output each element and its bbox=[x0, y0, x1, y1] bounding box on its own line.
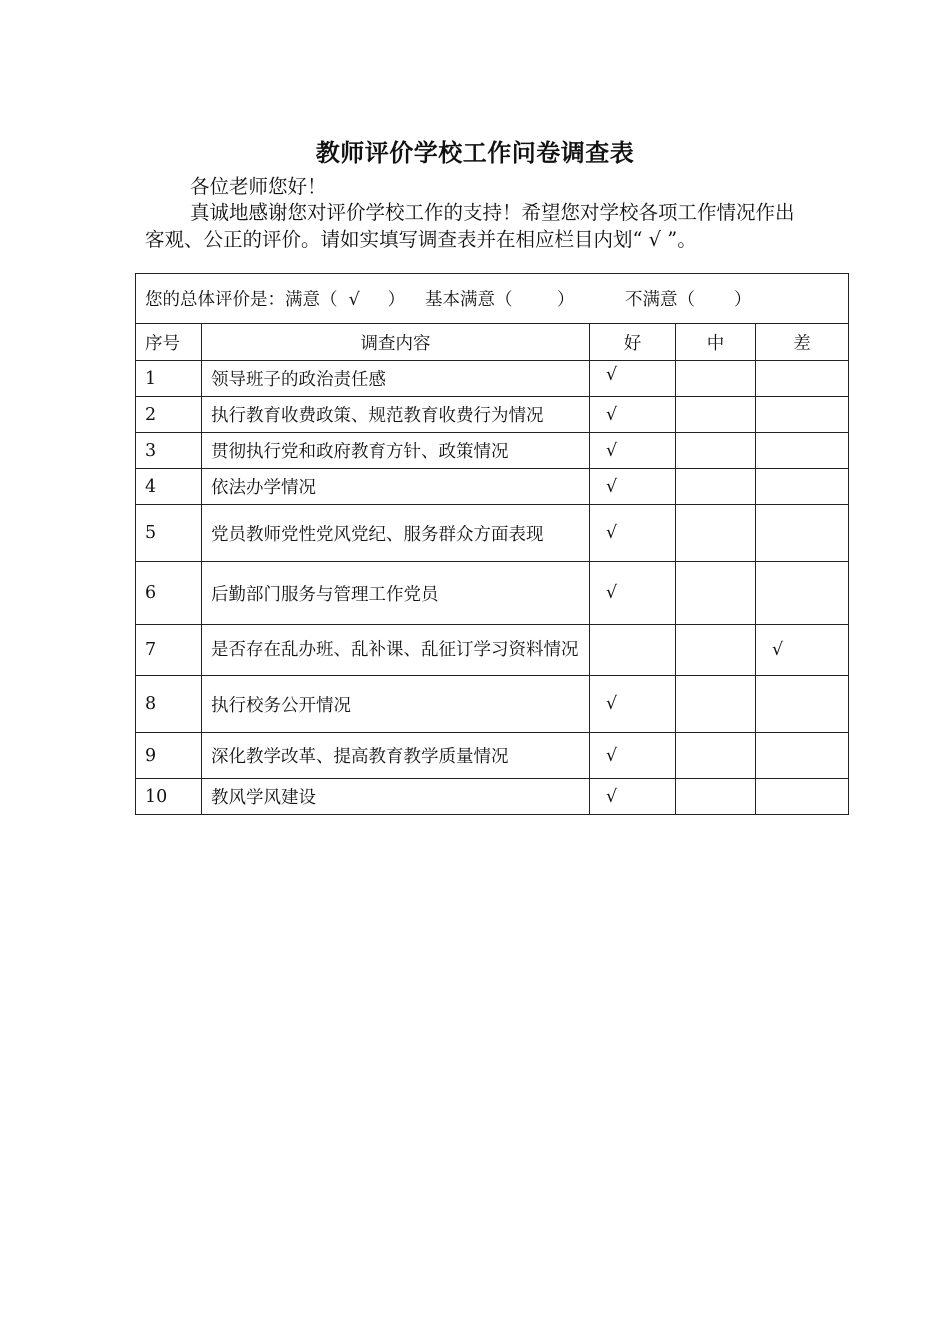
row-poor-cell[interactable] bbox=[756, 469, 849, 505]
row-content: 是否存在乱办班、乱补课、乱征订学习资料情况 bbox=[202, 625, 590, 676]
row-no: 5 bbox=[136, 505, 202, 562]
table-row bbox=[136, 676, 849, 733]
table-row bbox=[136, 397, 849, 433]
row-content: 领导班子的政治责任感 bbox=[202, 361, 590, 397]
overall-rating-cell bbox=[136, 274, 849, 324]
table-row bbox=[136, 562, 849, 625]
row-good-cell[interactable]: √ bbox=[590, 469, 676, 505]
table-row bbox=[136, 433, 849, 469]
row-poor-cell[interactable]: √ bbox=[756, 625, 849, 676]
row-content: 贯彻执行党和政府教育方针、政策情况 bbox=[202, 433, 590, 469]
row-no: 3 bbox=[136, 433, 202, 469]
row-poor-cell[interactable] bbox=[756, 676, 849, 733]
greeting-text: 各位老师您好！ bbox=[190, 175, 327, 198]
table-header-row bbox=[136, 324, 849, 361]
overall-basic-satisfied[interactable]: 基本满意（ ） bbox=[425, 290, 575, 310]
row-poor-cell[interactable] bbox=[756, 779, 849, 815]
overall-unsatisfied[interactable]: 不满意（ ） bbox=[625, 290, 752, 310]
row-poor-cell[interactable] bbox=[756, 397, 849, 433]
row-good-cell[interactable] bbox=[590, 625, 676, 676]
header-medium: 中 bbox=[676, 324, 756, 361]
header-good: 好 bbox=[590, 324, 676, 361]
row-no: 7 bbox=[136, 625, 202, 676]
table-row bbox=[136, 505, 849, 562]
row-medium-cell[interactable] bbox=[676, 397, 756, 433]
row-good-cell[interactable]: √ bbox=[590, 733, 676, 779]
row-no: 9 bbox=[136, 733, 202, 779]
row-medium-cell[interactable] bbox=[676, 676, 756, 733]
table-row bbox=[136, 625, 849, 676]
row-content: 执行教育收费政策、规范教育收费行为情况 bbox=[202, 397, 590, 433]
row-poor-cell[interactable] bbox=[756, 505, 849, 562]
row-no: 2 bbox=[136, 397, 202, 433]
row-no: 10 bbox=[136, 779, 202, 815]
row-good-cell[interactable]: √ bbox=[590, 397, 676, 433]
row-poor-cell[interactable] bbox=[756, 562, 849, 625]
page-title: 教师评价学校工作问卷调查表 bbox=[315, 138, 635, 167]
greeting bbox=[145, 173, 805, 200]
row-medium-cell[interactable] bbox=[676, 562, 756, 625]
row-medium-cell[interactable] bbox=[676, 469, 756, 505]
row-good-cell[interactable]: √ bbox=[590, 562, 676, 625]
row-content: 党员教师党性党风党纪、服务群众方面表现 bbox=[202, 505, 590, 562]
row-medium-cell[interactable] bbox=[676, 361, 756, 397]
row-no: 8 bbox=[136, 676, 202, 733]
row-good-cell[interactable]: √ bbox=[590, 779, 676, 815]
row-poor-cell[interactable] bbox=[756, 433, 849, 469]
row-no: 1 bbox=[136, 361, 202, 397]
row-content: 教风学风建设 bbox=[202, 779, 590, 815]
table-row bbox=[136, 361, 849, 397]
row-medium-cell[interactable] bbox=[676, 625, 756, 676]
header-poor: 差 bbox=[756, 324, 849, 361]
row-content: 执行校务公开情况 bbox=[202, 676, 590, 733]
row-medium-cell[interactable] bbox=[676, 433, 756, 469]
row-no: 4 bbox=[136, 469, 202, 505]
row-poor-cell[interactable] bbox=[756, 733, 849, 779]
survey-table bbox=[135, 273, 849, 815]
table-row bbox=[136, 779, 849, 815]
row-good-cell[interactable]: √ bbox=[590, 676, 676, 733]
row-medium-cell[interactable] bbox=[676, 733, 756, 779]
row-content: 依法办学情况 bbox=[202, 469, 590, 505]
table-row bbox=[136, 469, 849, 505]
row-good-cell[interactable]: √ bbox=[590, 361, 676, 397]
overall-satisfied[interactable]: 满意（ √ ） bbox=[285, 290, 406, 310]
row-good-cell[interactable]: √ bbox=[590, 505, 676, 562]
row-good-cell[interactable]: √ bbox=[590, 433, 676, 469]
header-no: 序号 bbox=[136, 324, 202, 361]
intro-text: 真诚地感谢您对评价学校工作的支持！希望您对学校各项工作情况作出客观、公正的评价。请如实填写调查表并在相应栏目内划“ √ ”。 bbox=[145, 201, 795, 251]
overall-rating-row bbox=[136, 274, 849, 324]
row-medium-cell[interactable] bbox=[676, 779, 756, 815]
row-medium-cell[interactable] bbox=[676, 505, 756, 562]
row-no: 6 bbox=[136, 562, 202, 625]
row-content: 后勤部门服务与管理工作党员 bbox=[202, 562, 590, 625]
overall-label: 您的总体评价是： bbox=[145, 290, 285, 310]
header-content: 调查内容 bbox=[202, 324, 590, 361]
intro-paragraph bbox=[145, 199, 805, 253]
row-poor-cell[interactable] bbox=[756, 361, 849, 397]
row-content: 深化教学改革、提高教育教学质量情况 bbox=[202, 733, 590, 779]
table-row bbox=[136, 733, 849, 779]
